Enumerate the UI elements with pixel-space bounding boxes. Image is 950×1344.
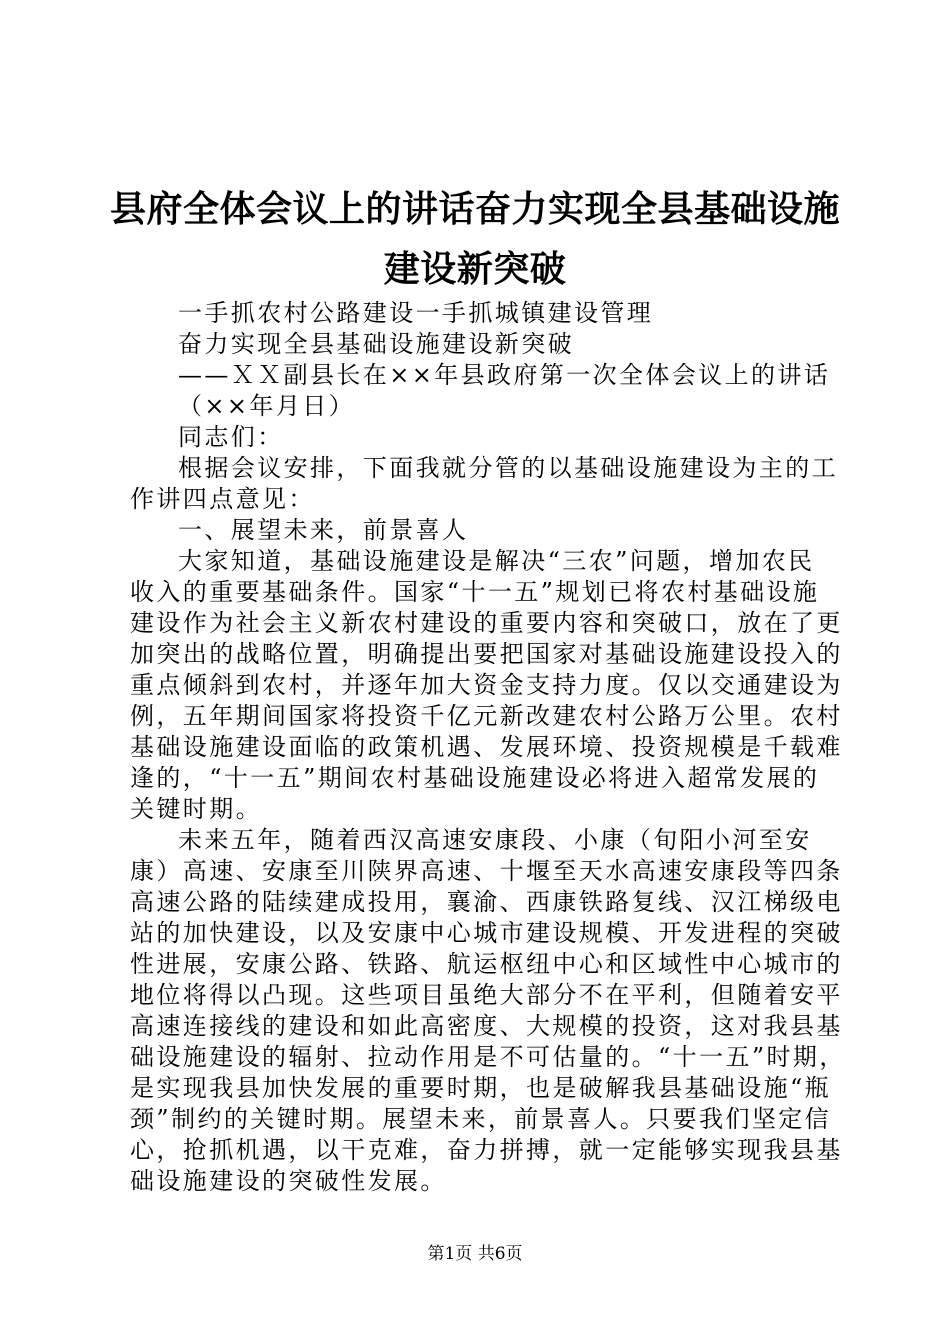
salutation: 同志们：: [178, 423, 284, 451]
body-line: 心，抢抓机遇，以干克难，奋力拼搏，就一定能够实现我县基: [130, 1136, 843, 1164]
body-line: 站的加快建设，以及安康中心城市建设规模、开发进程的突破: [130, 919, 843, 947]
body-line: 重点倾斜到农村，并逐年加大资金支持力度。仅以交通建设为: [130, 671, 843, 699]
body-line: 关键时期。: [130, 795, 262, 823]
document-title-line-1: 县府全体会议上的讲话奋力实现全县基础设施: [110, 189, 841, 230]
body-line: 未来五年，随着西汉高速安康段、小康（旬阳小河至安: [178, 826, 812, 854]
section-heading: 一、展望未来，前景喜人: [178, 516, 469, 544]
body-line: 颈”制约的关键时期。展望未来，前景喜人。只要我们坚定信: [130, 1105, 832, 1133]
subtitle-line: 一手抓农村公路建设一手抓城镇建设管理: [178, 299, 654, 327]
body-line: 加突出的战略位置，明确提出要把国家对基础设施建设投入的: [130, 640, 843, 668]
body-line: 建设作为社会主义新农村建设的重要内容和突破口，放在了更: [130, 609, 843, 637]
body-line: 是实现我县加快发展的重要时期，也是破解我县基础设施“瓶: [130, 1074, 832, 1102]
body-line: 作讲四点意见：: [130, 485, 315, 513]
body-line: 础设施建设的辐射、拉动作用是不可估量的。“十一五”时期，: [130, 1043, 846, 1071]
body-line: 础设施建设的突破性发展。: [130, 1167, 447, 1195]
page-footer: 第1页 共6页: [427, 1244, 523, 1264]
body-line: 基础设施建设面临的政策机遇、发展环境、投资规模是千载难: [130, 733, 843, 761]
body-line: 地位将得以凸现。这些项目虽绝大部分不在平利，但随着安平: [130, 981, 843, 1009]
body-line: 根据会议安排，下面我就分管的以基础设施建设为主的工: [178, 454, 838, 482]
body-line: 收入的重要基础条件。国家“十一五”规划已将农村基础设施: [130, 578, 820, 606]
body-line: 康）高速、安康至川陕界高速、十堰至天水高速安康段等四条: [130, 857, 843, 885]
body-line: 高速公路的陆续建成投用，襄渝、西康铁路复线、汉江梯级电: [130, 888, 843, 916]
body-line: 性进展，安康公路、铁路、航运枢纽中心和区域性中心城市的: [130, 950, 843, 978]
body-line: 高速连接线的建设和如此高密度、大规模的投资，这对我县基: [130, 1012, 843, 1040]
speaker-line: ——ＸＸ副县长在××年县政府第一次全体会议上的讲话: [178, 361, 831, 389]
date-line: （××年月日）: [178, 392, 356, 420]
document-title-line-2: 建设新突破: [383, 249, 567, 290]
body-line: 大家知道，基础设施建设是解决“三农”问题，增加农民: [178, 547, 815, 575]
subtitle-line: 奋力实现全县基础设施建设新突破: [178, 330, 574, 358]
body-line: 逢的，“十一五”期间农村基础设施建设必将进入超常发展的: [130, 764, 820, 792]
body-line: 例，五年期间国家将投资千亿元新改建农村公路万公里。农村: [130, 702, 843, 730]
